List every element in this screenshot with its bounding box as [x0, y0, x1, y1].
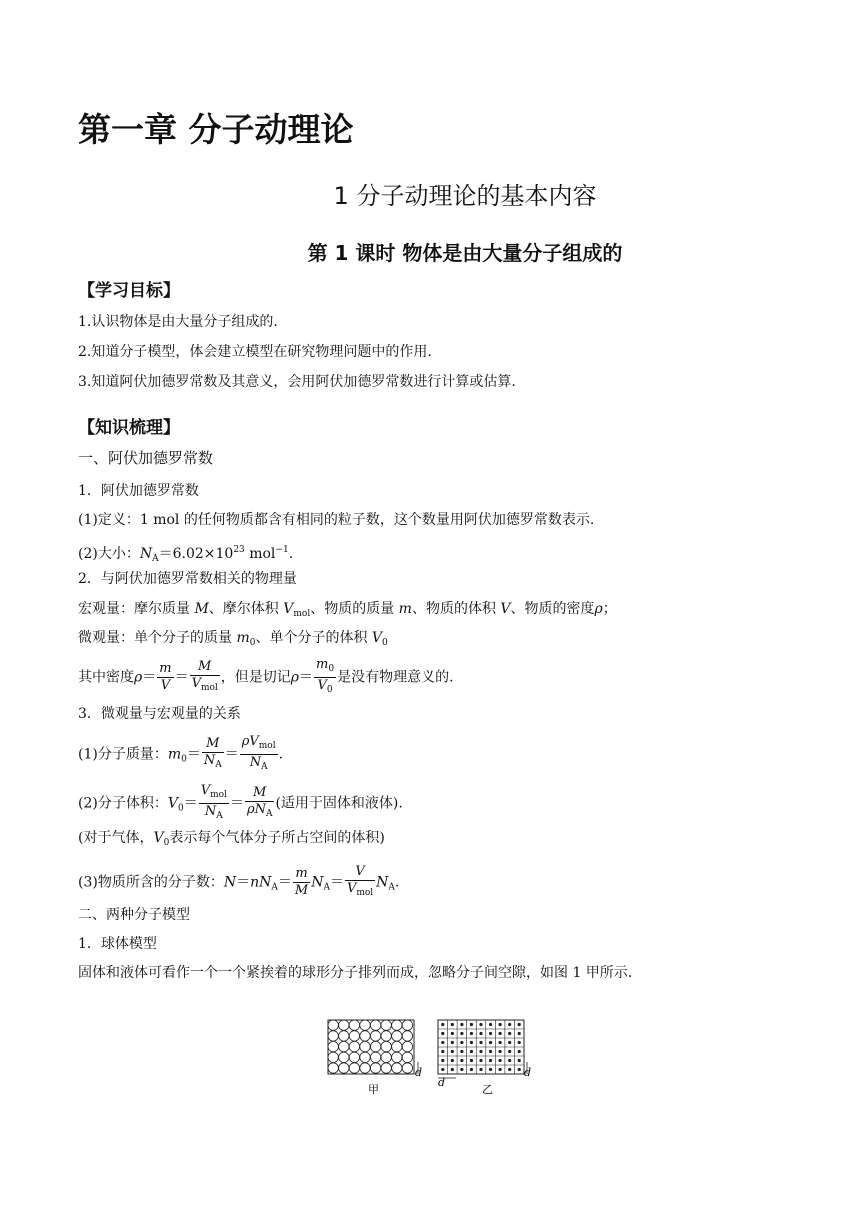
math-symbol: ρ — [594, 601, 603, 617]
sphere-molecule — [402, 1041, 412, 1051]
label: (2)大小： — [78, 546, 140, 562]
math-symbol: 0 — [382, 638, 388, 648]
text: 其中密度 — [78, 669, 134, 686]
dimension-label: d — [524, 1066, 532, 1079]
section-title: 1 分子动理论的基本内容 — [333, 182, 597, 210]
cube-molecule-dot — [470, 1041, 473, 1044]
value: ＝6.02×10 — [158, 546, 234, 562]
label: (1)分子质量： — [78, 746, 168, 763]
math-symbol: mol — [293, 609, 311, 619]
objectives-heading: 【学习目标】 — [78, 281, 180, 301]
sphere-molecule — [349, 1063, 359, 1073]
cube-molecule-dot — [499, 1041, 502, 1044]
cube-molecule-dot — [479, 1041, 482, 1044]
molecule-mass-formula: (1)分子质量：$m_0=$ $\frac{M}{N_A}$ ＝ $\frac{\rho V_{mol}}{N_A}$ . — [78, 734, 283, 775]
cube-molecule-dot — [499, 1023, 502, 1026]
sphere-molecule — [402, 1031, 412, 1041]
cube-molecule-dot — [518, 1050, 521, 1053]
cube-molecule-dot — [489, 1032, 492, 1035]
macro-quantities-line — [78, 599, 617, 624]
cube-molecule-dot — [479, 1023, 482, 1026]
sphere-molecule — [349, 1041, 359, 1051]
sphere-molecule — [328, 1020, 338, 1030]
cube-molecule-dot — [451, 1032, 454, 1035]
text: 、摩尔体积 — [208, 601, 284, 617]
math-symbol: A — [152, 554, 159, 564]
text: (适用于固体和液体). — [275, 795, 403, 812]
cube-molecule-dot — [460, 1059, 463, 1062]
knowledge-heading: 【知识梳理】 — [78, 418, 180, 438]
cube-molecule-dot — [470, 1059, 473, 1062]
text: ，但是切记 — [220, 669, 291, 686]
objective-item: 1.认识物体是由大量分子组成的. — [78, 314, 278, 330]
cube-molecule-dot — [441, 1032, 444, 1035]
exponent: 23 — [233, 545, 245, 555]
sphere-molecule — [370, 1041, 380, 1051]
cube-molecule-dot — [451, 1050, 454, 1053]
cube-molecule-dot — [518, 1023, 521, 1026]
figure-label-right: 乙 — [482, 1083, 493, 1096]
sphere-molecule — [328, 1063, 338, 1073]
sphere-molecule — [339, 1063, 349, 1073]
cube-molecule-dot — [508, 1059, 511, 1062]
cube-molecule-dot — [470, 1023, 473, 1026]
cube-molecule-dot — [479, 1032, 482, 1035]
fraction: $\frac{m}{M}$ — [294, 866, 309, 898]
cube-molecule-dot — [508, 1050, 511, 1053]
sphere-molecule — [339, 1020, 349, 1030]
sphere-molecule — [381, 1041, 391, 1051]
cube-molecule-dot — [460, 1068, 463, 1071]
subheading: 2．与阿伏加德罗常数相关的物理量 — [78, 571, 297, 587]
fraction: $\frac{M}{\rho N_A}$ — [246, 785, 273, 819]
sphere-molecule — [370, 1031, 380, 1041]
figure-svg — [326, 1018, 536, 1098]
fraction: $\frac{M}{V_{mol}}$ — [191, 659, 218, 693]
text: (对于气体， — [78, 830, 154, 846]
cube-molecule-dot — [489, 1041, 492, 1044]
math-symbol: m — [236, 630, 250, 646]
cube-molecule-dot — [470, 1068, 473, 1071]
sphere-molecule — [370, 1052, 380, 1062]
cube-molecule-dot — [499, 1050, 502, 1053]
sphere-molecule — [392, 1063, 402, 1073]
exponent: −1 — [275, 545, 289, 555]
sphere-molecule — [392, 1020, 402, 1030]
cube-molecule-dot — [479, 1059, 482, 1062]
fraction: $\frac{M}{N_A}$ — [203, 736, 222, 770]
text: 、物质的体积 — [411, 601, 501, 617]
cube-molecule-dot — [441, 1050, 444, 1053]
fraction: $\frac{\rho V_{mol}}{N_A}$ — [241, 734, 276, 772]
cube-molecule-dot — [451, 1068, 454, 1071]
cube-molecule-dot — [470, 1032, 473, 1035]
cube-molecule-dot — [499, 1068, 502, 1071]
sphere-molecule — [402, 1020, 412, 1030]
sphere-molecule — [360, 1020, 370, 1030]
cube-molecule-dot — [518, 1068, 521, 1071]
text: 宏观量：摩尔质量 — [78, 601, 195, 617]
sphere-molecule — [381, 1031, 391, 1041]
cube-molecule-dot — [441, 1068, 444, 1071]
cube-molecule-dot — [508, 1032, 511, 1035]
cube-molecule-dot — [460, 1032, 463, 1035]
lesson-title: 第 1 课时 物体是由大量分子组成的 — [307, 241, 623, 265]
sphere-molecule — [360, 1041, 370, 1051]
sphere-molecule — [328, 1041, 338, 1051]
molecule-volume-formula: (2)分子体积：$V_0=$ $\frac{V_{mol}}{N_A}$ ＝ $\frac{M}{\rho N_A}$ (适用于固体和液体). — [78, 783, 403, 824]
cube-molecule-dot — [460, 1041, 463, 1044]
text: 是没有物理意义的. — [337, 669, 454, 686]
sphere-molecule — [392, 1052, 402, 1062]
math-symbol: V — [500, 601, 511, 617]
unit: mol — [244, 546, 276, 562]
density-formula-line: 其中密度ρ＝ $\frac{m}{V}$ ＝ $\frac{M}{V_{mol}}$ ，但是切记ρ＝ $\frac{m_0}{V_0}$ 是没有物理意义的. — [78, 657, 454, 698]
cube-molecule-dot — [479, 1050, 482, 1053]
cube-molecule-dot — [441, 1041, 444, 1044]
part-heading: 二、两种分子模型 — [78, 907, 190, 923]
text: 、物质的质量 — [310, 601, 399, 617]
cube-model-grid — [438, 1020, 524, 1074]
math-symbol: ρ — [134, 669, 143, 686]
sphere-molecule — [349, 1031, 359, 1041]
sphere-molecule — [381, 1063, 391, 1073]
sphere-molecule — [402, 1052, 412, 1062]
constant-size-line: (2)大小：$N_A=6.02\times 10^{23}$ mol$^{-1}$. — [78, 545, 294, 564]
math-symbol: M — [194, 601, 209, 617]
figure-label-left: 甲 — [368, 1083, 379, 1096]
cube-molecule-dot — [470, 1050, 473, 1053]
cube-molecule-dot — [489, 1068, 492, 1071]
math-symbol: V — [371, 630, 383, 646]
sphere-molecule — [339, 1052, 349, 1062]
fraction: $\frac{V_{mol}}{N_A}$ — [200, 783, 227, 821]
sphere-molecule — [339, 1041, 349, 1051]
cube-molecule-dot — [451, 1041, 454, 1044]
sphere-molecule — [360, 1063, 370, 1073]
text: 、物质的密度 — [510, 601, 595, 617]
text: 、单个分子的体积 — [255, 630, 372, 646]
dimension-label: d — [438, 1076, 446, 1089]
math-symbol: m — [398, 601, 412, 617]
math-symbol: 0 — [249, 638, 256, 648]
subheading: 1．球体模型 — [78, 936, 157, 952]
dimension-label: d — [415, 1066, 423, 1079]
chapter-title: 第一章 分子动理论 — [78, 110, 354, 149]
cube-molecule-dot — [489, 1059, 492, 1062]
definition-line: (1)定义：1 mol 的任何物质都含有相同的粒子数，这个数量用阿伏加德罗常数表示. — [78, 512, 595, 528]
cube-molecule-dot — [518, 1032, 521, 1035]
fraction: $\frac{m}{V}$ — [159, 661, 172, 693]
cube-molecule-dot — [518, 1041, 521, 1044]
objective-item: 3.知道阿伏加德罗常数及其意义，会用阿伏加德罗常数进行计算或估算. — [78, 374, 516, 390]
label: (3)物质所含的分子数： — [78, 874, 224, 891]
sphere-molecule — [349, 1052, 359, 1062]
cube-molecule-dot — [518, 1059, 521, 1062]
cube-molecule-dot — [451, 1059, 454, 1062]
fraction: $\frac{V}{V_{mol}}$ — [346, 864, 374, 898]
paragraph: 固体和液体可看作一个一个紧挨着的球形分子排列而成，忽略分子间空隙，如图 1 甲所示. — [78, 965, 633, 981]
cube-molecule-dot — [489, 1023, 492, 1026]
cube-molecule-dot — [499, 1032, 502, 1035]
math-symbol: ρ — [290, 669, 300, 686]
cube-molecule-dot — [508, 1023, 511, 1026]
cube-molecule-dot — [489, 1050, 492, 1053]
molecule-model-figure — [326, 1018, 536, 1102]
sphere-molecule — [370, 1020, 380, 1030]
math-symbol: N — [139, 546, 153, 562]
sphere-molecule — [381, 1020, 391, 1030]
cube-molecule-dot — [508, 1068, 511, 1071]
cube-molecule-dot — [460, 1050, 463, 1053]
cube-molecule-dot — [508, 1041, 511, 1044]
cube-molecule-dot — [441, 1059, 444, 1062]
math-symbol: V — [283, 601, 294, 617]
gas-note: (对于气体，$V_0$表示每个气体分子所占空间的体积) — [78, 830, 385, 848]
molecule-count-formula: (3)物质所含的分子数：$N=nN_A=$ $\frac{m}{M}$ $N_A=$ $\frac{V}{V_{mol}}$ $N_A$. — [78, 864, 399, 901]
micro-quantities-line — [78, 628, 388, 653]
cube-molecule-dot — [451, 1023, 454, 1026]
sphere-molecule — [328, 1031, 338, 1041]
text: ； — [602, 601, 617, 617]
sphere-molecule — [392, 1031, 402, 1041]
text: 微观量：单个分子的质量 — [78, 630, 237, 646]
sphere-molecule — [360, 1052, 370, 1062]
sphere-molecule — [370, 1063, 380, 1073]
subheading: 1．阿伏加德罗常数 — [78, 483, 199, 499]
text: 表示每个气体分子所占空间的体积) — [169, 830, 385, 846]
cube-molecule-dot — [479, 1068, 482, 1071]
subheading: 3．微观量与宏观量的关系 — [78, 706, 241, 722]
sphere-molecule — [381, 1052, 391, 1062]
sphere-molecule — [402, 1063, 412, 1073]
cube-molecule-dot — [499, 1059, 502, 1062]
cube-molecule-dot — [460, 1023, 463, 1026]
cube-molecule-dot — [441, 1023, 444, 1026]
sphere-molecule — [392, 1041, 402, 1051]
sphere-molecule — [360, 1031, 370, 1041]
sphere-model-grid — [328, 1020, 413, 1073]
objective-item: 2.知道分子模型，体会建立模型在研究物理问题中的作用. — [78, 344, 432, 360]
sphere-molecule — [328, 1052, 338, 1062]
sphere-molecule — [339, 1031, 349, 1041]
part-heading: 一、阿伏加德罗常数 — [78, 449, 214, 467]
sphere-molecule — [349, 1020, 359, 1030]
label: (2)分子体积： — [78, 795, 168, 812]
fraction: $\frac{m_0}{V_0}$ — [316, 657, 335, 695]
